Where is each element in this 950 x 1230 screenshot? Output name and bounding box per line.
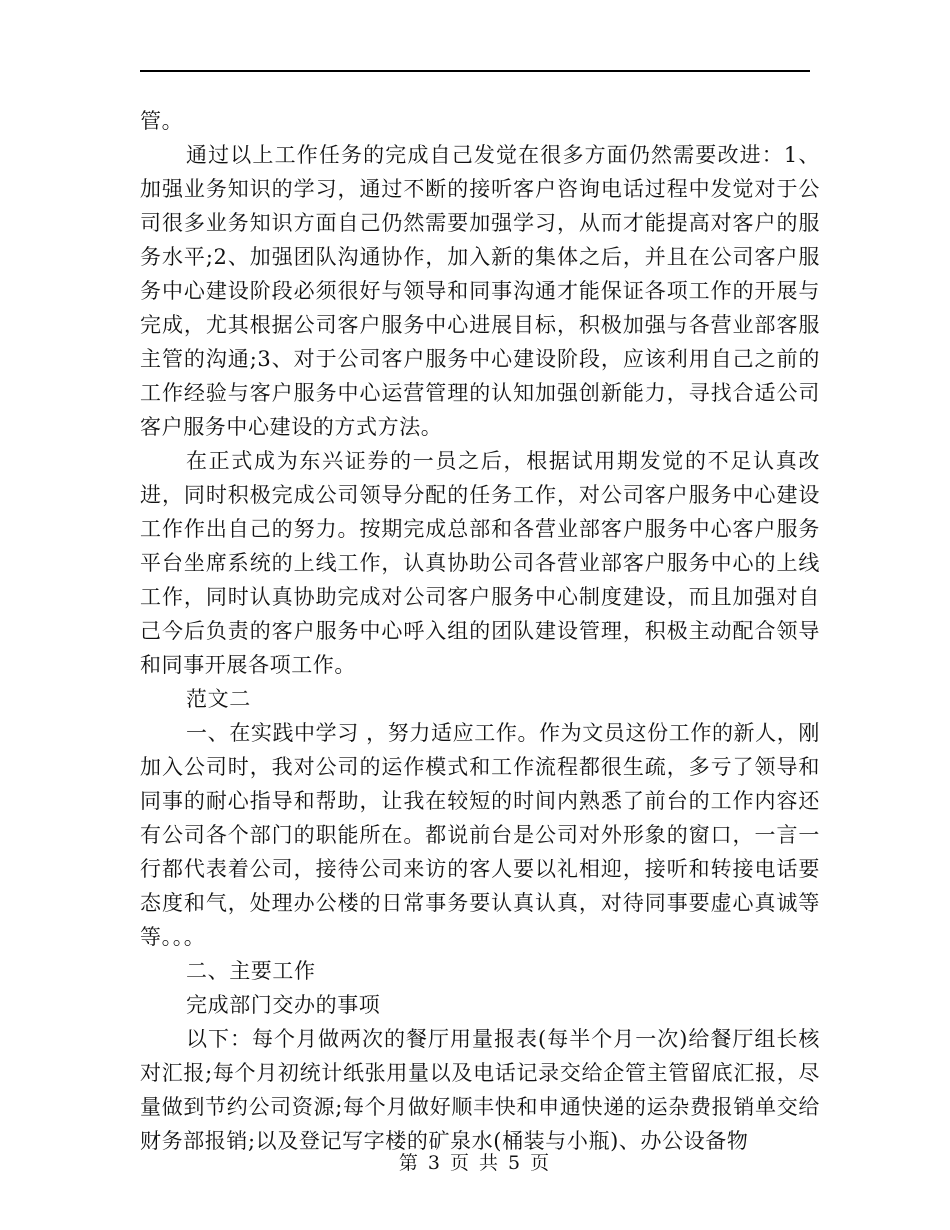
paragraph-task-list: 以下：每个月做两次的餐厅用量报表(每半个月一次)给餐厅组长核对汇报;每个月初统计纸张用量以及电话记录交给企管主管留底汇报，尽量做到节约公司资源;每个月做好顺丰快和申通快递的运杂费报销单交给财务部报销;以及登记写字楼的矿泉水(桶装与小瓶)、办公设备物 xyxy=(140,1027,820,1153)
header-rule xyxy=(140,70,810,72)
paragraph-after-probation: 在正式成为东兴证券的一员之后，根据试用期发觉的不足认真改进，同时积极完成公司领导分配的任务工作，对公司客户服务中心建设工作作出自己的努力。按期完成总部和各营业部客户服务中心客户服务平台坐席系统的上线工作，认真协助公司各营业部客户服务中心的上线工作，同时认真协助完成对公司客户服务中心制度建设，而且加强对自己今后负责的客户服务中心呼入组的团队建设管理，积极主动配合领导和同事开展各项工作。 xyxy=(140,449,820,677)
section-heading-main-work: 二、主要工作 xyxy=(186,959,316,983)
page-number: 第 3 页 共 5 页 xyxy=(398,1152,552,1174)
document-body xyxy=(140,104,820,1158)
paragraph-learning-in-practice: 一、在实践中学习 ，努力适应工作。作为文员这份工作的新人，刚加入公司时，我对公司的运作模式和工作流程都很生疏，多亏了领导和同事的耐心指导和帮助，让我在较短的时间内熟悉了前台的工作内容还有公司各个部门的职能所在。都说前台是公司对外形象的窗口，一言一行都代表着公司，接待公司来访的客人要以礼相迎，接听和转接电话要态度和气，处理办公楼的日常事务要认真认真，对待同事要虚心真诚等等。。。 xyxy=(140,721,820,949)
paragraph-continuation: 管。 xyxy=(140,109,184,133)
subheading-assigned-tasks: 完成部门交办的事项 xyxy=(186,993,381,1017)
paragraph-improvements: 通过以上工作任务的完成自己发觉在很多方面仍然需要改进：1、加强业务知识的学习，通过不断的接听客户咨询电话过程中发觉对于公司很多业务知识方面自己仍然需要加强学习，从而才能提高对客户的服务水平;2、加强团队沟通协作，加入新的集体之后，并且在公司客户服务中心建设阶段必须很好与领导和同事沟通才能保证各项工作的开展与完成，尤其根据公司客户服务中心进展目标，积极加强与各营业部客服主管的沟通;3、对于公司客户服务中心建设阶段，应该利用自己之前的工作经验与客户服务中心运营管理的认知加强创新能力，寻找合适公司客户服务中心建设的方式方法。 xyxy=(140,143,820,439)
section-heading-sample-two: 范文二 xyxy=(186,687,251,711)
